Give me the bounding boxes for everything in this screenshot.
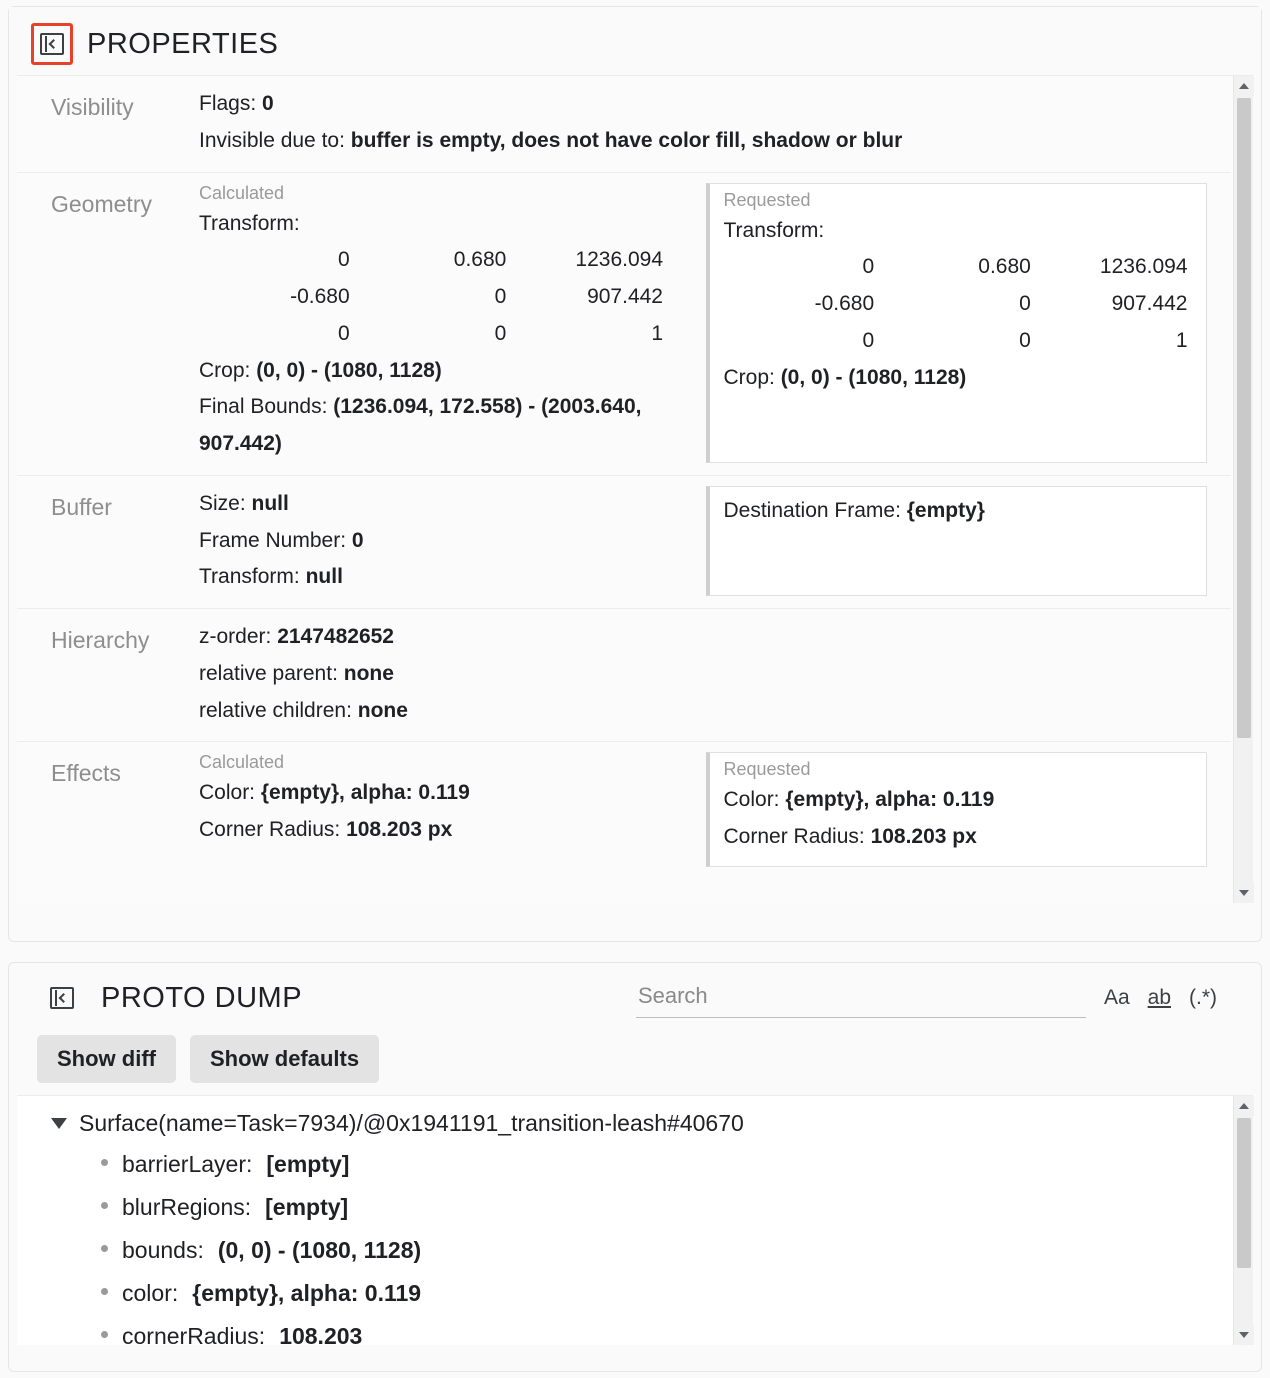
buffer-frame-number-line: Frame Number: 0 bbox=[199, 528, 364, 552]
property-label-geometry: Geometry bbox=[51, 190, 152, 217]
geometry-requested-column bbox=[706, 183, 1208, 463]
tree-item-value: [empty] bbox=[266, 1151, 350, 1177]
tree-item-key: bounds: bbox=[122, 1237, 204, 1264]
buffer-destination-frame-line: Destination Frame: {empty} bbox=[723, 498, 985, 522]
proto-dump-tree-content bbox=[17, 1096, 1231, 1350]
proto-dump-search-area bbox=[636, 979, 1241, 1018]
list-item[interactable] bbox=[17, 1229, 1231, 1272]
chevron-down-icon bbox=[1239, 890, 1249, 896]
effects-requested-corner-radius: Corner Radius: 108.203 px bbox=[723, 825, 977, 848]
property-label-effects: Effects bbox=[51, 760, 121, 787]
properties-body bbox=[17, 75, 1253, 903]
tree-item-key: barrierLayer: bbox=[122, 1151, 253, 1177]
geometry-requested-sublabel: Requested bbox=[723, 189, 811, 210]
tree-item-value: {empty}, alpha: 0.119 bbox=[192, 1280, 422, 1307]
buffer-size-line: Size: null bbox=[199, 491, 289, 515]
chevron-down-icon[interactable] bbox=[51, 1118, 67, 1129]
hierarchy-relative-children-line: relative children: none bbox=[199, 698, 408, 722]
property-row-hierarchy bbox=[17, 609, 1231, 742]
geometry-requested-matrix: 0 0.680 1236.094 -0.680 0 907.442 0 0 1 bbox=[814, 255, 1188, 352]
geometry-calculated-transform-label: Transform: bbox=[199, 211, 300, 235]
properties-scroll-content bbox=[17, 76, 1231, 903]
properties-panel bbox=[8, 6, 1262, 942]
properties-scrollbar-thumb[interactable] bbox=[1237, 98, 1251, 738]
properties-scrollbar[interactable] bbox=[1233, 76, 1253, 903]
proto-dump-header bbox=[9, 963, 1261, 1025]
property-label-hierarchy: Hierarchy bbox=[51, 627, 150, 653]
bullet-icon bbox=[101, 1288, 108, 1295]
geometry-requested-transform-label: Transform: bbox=[723, 218, 825, 242]
proto-dump-collapse-button[interactable] bbox=[41, 977, 83, 1019]
chevron-up-icon bbox=[1239, 83, 1249, 89]
hierarchy-relative-parent-line: relative parent: none bbox=[199, 661, 394, 685]
tree-item-value: 108.203 bbox=[279, 1323, 363, 1350]
chevron-up-icon bbox=[1239, 1103, 1249, 1109]
proto-dump-scrollbar[interactable] bbox=[1233, 1096, 1253, 1345]
regex-option[interactable]: (.*) bbox=[1189, 986, 1217, 1009]
whole-word-option[interactable]: ab bbox=[1147, 986, 1171, 1009]
match-case-option[interactable]: Aa bbox=[1103, 986, 1130, 1009]
tree-item-value: (0, 0) - (1080, 1128) bbox=[217, 1237, 422, 1264]
geometry-calculated-column bbox=[199, 183, 670, 463]
bullet-icon bbox=[101, 1202, 108, 1209]
effects-calculated-color: Color: {empty}, alpha: 0.119 bbox=[199, 781, 470, 805]
tree-item-key: cornerRadius: bbox=[122, 1323, 266, 1350]
effects-requested-column bbox=[706, 752, 1208, 867]
hierarchy-values-column bbox=[199, 619, 1207, 729]
hierarchy-z-order-line: z-order: 2147482652 bbox=[199, 625, 394, 648]
list-item[interactable] bbox=[17, 1315, 1231, 1350]
collapse-panel-icon bbox=[39, 31, 65, 57]
property-label-buffer: Buffer bbox=[51, 493, 112, 520]
buffer-destination-frame-column bbox=[706, 486, 1208, 596]
proto-dump-scroll-down-button[interactable] bbox=[1234, 1325, 1254, 1345]
tree-item-value: [empty] bbox=[265, 1194, 349, 1221]
visibility-values bbox=[199, 86, 1207, 160]
property-row-effects bbox=[17, 742, 1231, 879]
tree-root-label: Surface(name=Task=7934)/@0x1941191_transition-leash#40670 bbox=[79, 1110, 744, 1136]
geometry-calculated-crop: Crop: (0, 0) - (1080, 1128) bbox=[199, 358, 442, 382]
bullet-icon bbox=[101, 1159, 108, 1166]
buffer-transform-line: Transform: null bbox=[199, 565, 343, 589]
collapse-panel-icon bbox=[49, 985, 75, 1011]
proto-dump-panel bbox=[8, 962, 1262, 1372]
effects-requested-color: Color: {empty}, alpha: 0.119 bbox=[723, 788, 995, 812]
tree-item-key: blurRegions: bbox=[122, 1194, 252, 1221]
bullet-icon bbox=[101, 1245, 108, 1252]
properties-scroll-up-button[interactable] bbox=[1234, 76, 1254, 96]
property-row-buffer bbox=[17, 476, 1231, 609]
properties-title: PROPERTIES bbox=[87, 27, 279, 60]
effects-calculated-sublabel: Calculated bbox=[199, 752, 285, 773]
list-item[interactable] bbox=[17, 1143, 1231, 1186]
properties-scroll-down-button[interactable] bbox=[1234, 883, 1254, 903]
property-row-visibility bbox=[17, 76, 1231, 173]
proto-dump-button-row bbox=[9, 1025, 1261, 1095]
show-diff-button[interactable]: Show diff bbox=[37, 1035, 176, 1083]
effects-calculated-corner-radius: Corner Radius: 108.203 px bbox=[199, 818, 453, 841]
show-defaults-button[interactable]: Show defaults bbox=[190, 1035, 379, 1083]
proto-dump-scroll-up-button[interactable] bbox=[1234, 1096, 1254, 1116]
proto-dump-scrollbar-thumb[interactable] bbox=[1237, 1118, 1251, 1268]
list-item[interactable] bbox=[17, 1272, 1231, 1315]
search-input[interactable] bbox=[636, 979, 1086, 1018]
geometry-calculated-final-bounds: Final Bounds: (1236.094, 172.558) - (2003.640, 907.442) bbox=[199, 395, 642, 455]
geometry-calculated-sublabel: Calculated bbox=[199, 182, 285, 203]
property-label-visibility: Visibility bbox=[51, 94, 134, 120]
visibility-reason-line: Invisible due to: buffer is empty, does not have color fill, shadow or blur bbox=[199, 128, 903, 152]
visibility-flags-line: Flags: 0 bbox=[199, 92, 274, 115]
effects-requested-sublabel: Requested bbox=[723, 759, 811, 780]
proto-dump-title: PROTO DUMP bbox=[101, 981, 303, 1014]
property-row-geometry bbox=[17, 173, 1231, 476]
tree-root-node[interactable] bbox=[17, 1106, 1231, 1143]
bullet-icon bbox=[101, 1331, 108, 1338]
effects-calculated-column bbox=[199, 752, 670, 867]
properties-collapse-button[interactable] bbox=[31, 23, 73, 65]
geometry-calculated-matrix: 0 0.680 1236.094 -0.680 0 907.442 0 0 1 bbox=[290, 248, 663, 345]
properties-header bbox=[9, 7, 1261, 75]
tree-item-key: color: bbox=[122, 1280, 179, 1307]
chevron-down-icon bbox=[1239, 1332, 1249, 1338]
buffer-values-column bbox=[199, 486, 670, 596]
proto-dump-tree-area bbox=[17, 1095, 1253, 1350]
list-item[interactable] bbox=[17, 1186, 1231, 1229]
geometry-requested-crop: Crop: (0, 0) - (1080, 1128) bbox=[723, 365, 967, 389]
